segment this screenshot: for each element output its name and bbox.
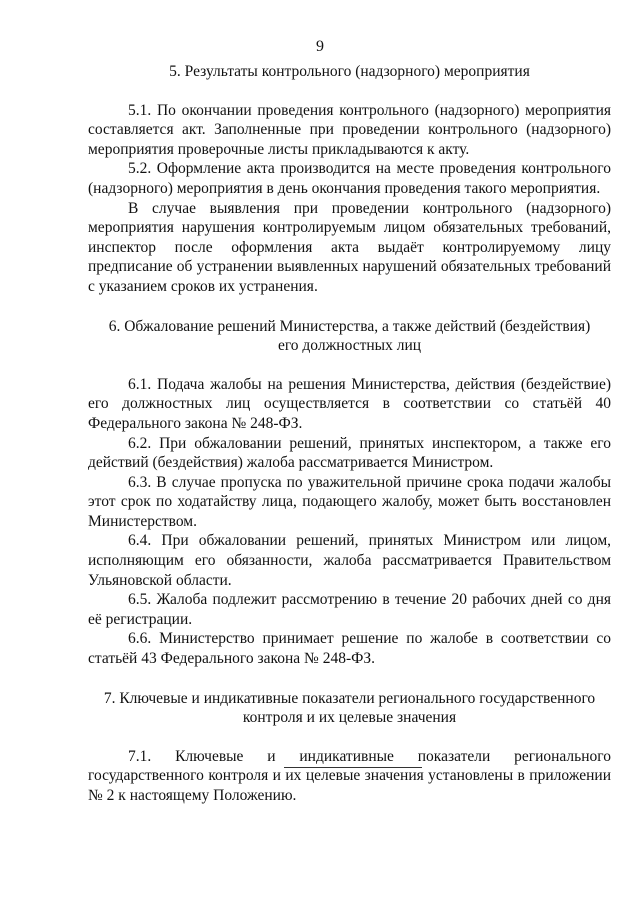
section-6-heading bbox=[88, 317, 611, 356]
section-5-heading bbox=[88, 62, 611, 82]
paragraph-7-1: 7.1. Ключевые и индикативные показатели регионального государственного контроля и их целевые значения установлены в приложении № 2 к настоящему Положению. bbox=[88, 747, 611, 804]
section-7-heading bbox=[88, 689, 611, 728]
document-body bbox=[88, 62, 611, 806]
paragraph-6-1: 6.1. Подача жалобы на решения Министерства, действия (бездействие) его должностных лиц осуществляется в соответствии со статьёй 40 Федерального закона № 248-ФЗ. bbox=[88, 375, 611, 432]
paragraph-6-5: 6.5. Жалоба подлежит рассмотрению в течение 20 рабочих дней со дня её регистрации. bbox=[88, 591, 611, 628]
paragraph-5-2-continued: В случае выявления при проведении контрольного (надзорного) мероприятия нарушения контролируемым лицом обязательных требований, инспектор после оформления акта выдаёт контролируемому лицу предписание об устранении выявленных нарушений обязательных требований с указанием сроков их устранения. bbox=[88, 199, 611, 295]
section-heading-line: 6. Обжалование решений Министерства, а также действий (бездействия) bbox=[108, 317, 591, 335]
paragraph-6-2: 6.2. При обжаловании решений, принятых инспектором, а также его действий (бездействия) жалоба рассматривается Министром. bbox=[88, 434, 611, 472]
paragraph-6-4: 6.4. При обжаловании решений, принятых Министром или лицом, исполняющим его обязанности, жалоба рассматривается Правительством Ульяновской области. bbox=[88, 532, 611, 589]
paragraph-6-3: 6.3. В случае пропуска по уважительной причине срока подачи жалобы этот срок по ходатайству лица, подающего жалобу, может быть восстановлен Министерством. bbox=[88, 473, 611, 530]
section-heading-line: 7. Ключевые и индикативные показатели регионального государственного bbox=[103, 689, 596, 707]
section-heading-line: контроля и их целевые значения bbox=[242, 709, 457, 727]
section-heading-line: 5. Результаты контрольного (надзорного) мероприятия bbox=[169, 63, 530, 80]
paragraph-5-1: 5.1. По окончании проведения контрольного (надзорного) мероприятия составляется акт. Заполненные при проведении контрольного (надзорного) мероприятия проверочные листы прикладываются к акту. bbox=[88, 101, 611, 158]
paragraph-6-6: 6.6. Министерство принимает решение по жалобе в соответствии со статьёй 43 Федерального закона № 248-ФЗ. bbox=[88, 630, 611, 668]
page-number: 9 bbox=[316, 38, 324, 55]
end-of-document-line bbox=[284, 767, 422, 768]
paragraph-5-2: 5.2. Оформление акта производится на месте проведения контрольного (надзорного) мероприятия в день окончания проведения такого мероприятия. bbox=[88, 160, 611, 197]
section-heading-line: его должностных лиц bbox=[277, 337, 422, 355]
